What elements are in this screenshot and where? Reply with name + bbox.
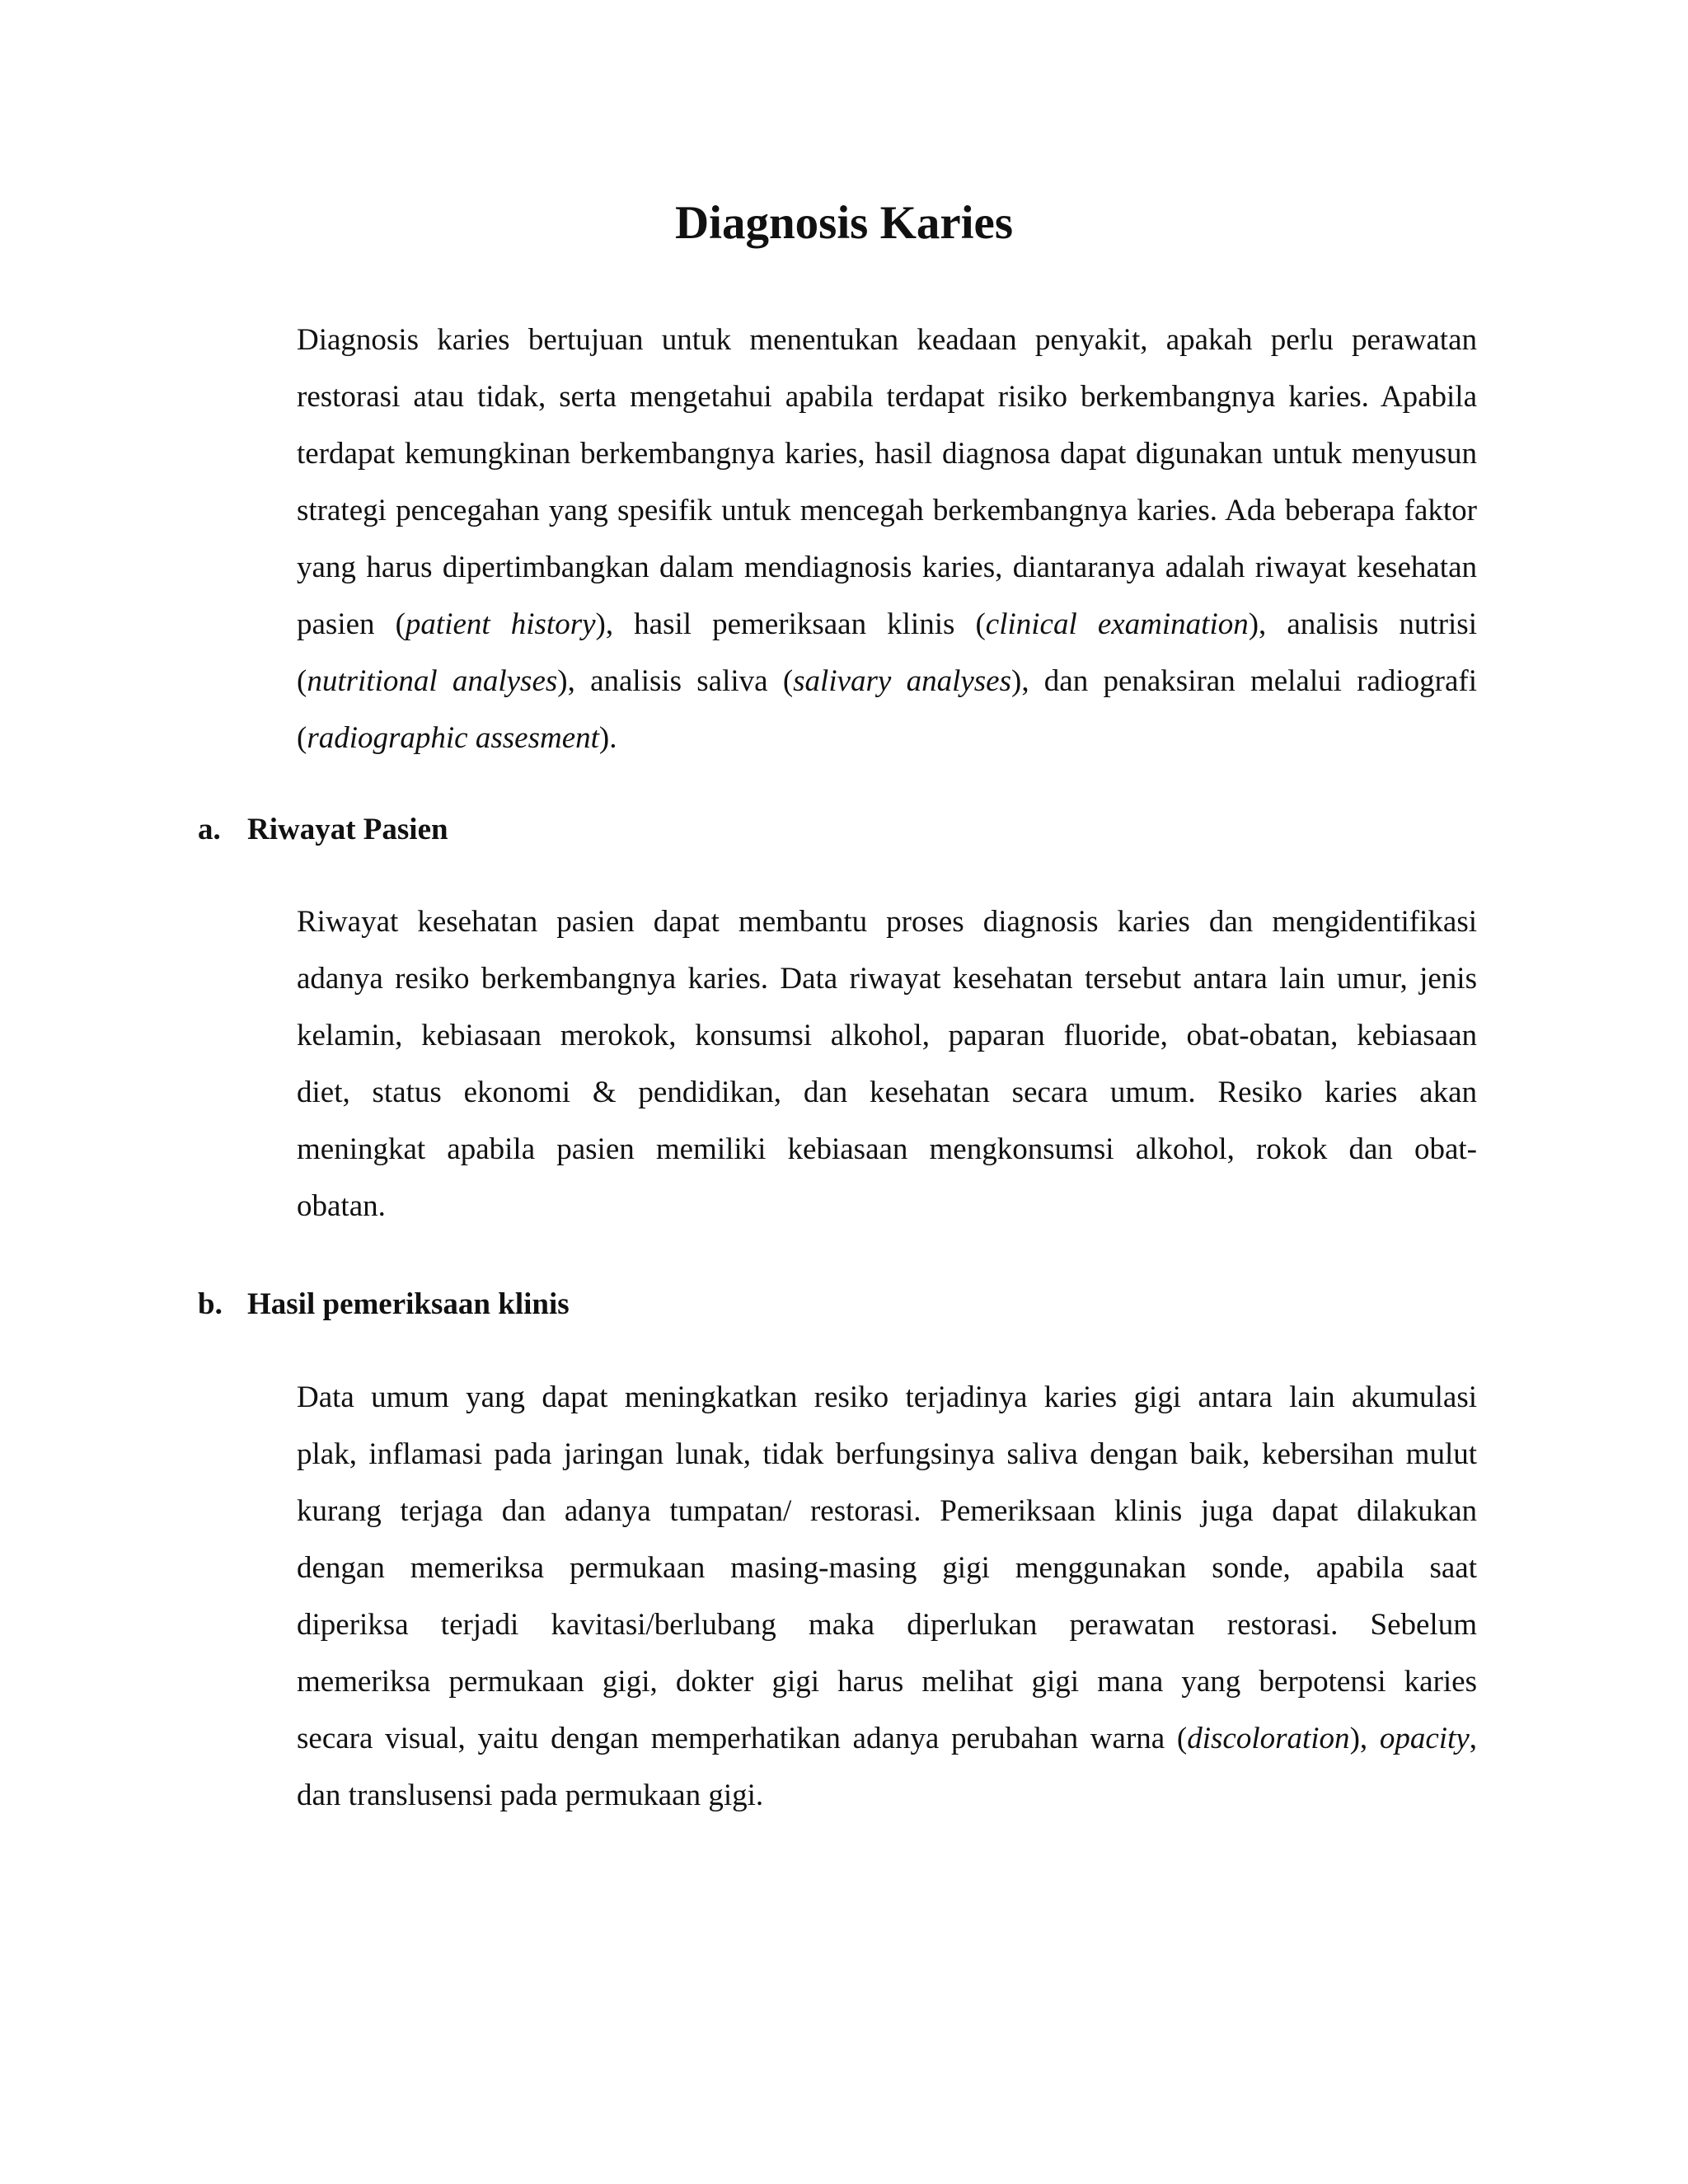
text-run: ( [297, 664, 307, 698]
text-run: Riwayat kesehatan pasien dapat membantu proses diagnosis karies dan mengidentifikasi [297, 905, 1477, 939]
text-run: kurang terjaga dan adanya tumpatan/ restorasi. Pemeriksaan klinis juga dapat dilakukan [297, 1494, 1477, 1528]
text-run: diperiksa terjadi kavitasi/berlubang maka diperlukan perawatan restorasi. Sebelum [297, 1608, 1477, 1642]
text-run: obatan. [297, 1189, 386, 1223]
text-line [247, 1064, 1477, 1121]
section-b-marker: b. [198, 1287, 223, 1321]
italic-term: nutritional analyses [307, 664, 558, 698]
text-run: ), hasil pemeriksaan klinis ( [595, 607, 986, 641]
section-a-paragraph [247, 893, 1477, 1235]
text-line [247, 893, 1477, 950]
text-run: ). [598, 721, 617, 755]
text-line [247, 1483, 1477, 1540]
text-run: ( [297, 721, 307, 755]
text-line [198, 653, 1477, 710]
text-run: yang harus dipertimbangkan dalam mendiagnosis karies, diantaranya adalah riwayat kesehatan [297, 551, 1477, 584]
text-line [198, 425, 1477, 482]
section-a-title: Riwayat Pasien [247, 813, 448, 846]
text-line [198, 710, 1477, 766]
text-line [247, 1369, 1477, 1426]
text-line [247, 1653, 1477, 1710]
text-line [247, 950, 1477, 1007]
text-run: ), analisis nutrisi [1248, 607, 1477, 641]
italic-term: discoloration [1187, 1722, 1350, 1755]
text-run: plak, inflamasi pada jaringan lunak, tidak berfungsinya saliva dengan baik, kebersihan mulut [297, 1437, 1477, 1471]
text-run: ), dan penaksiran melalui radiografi [1011, 664, 1477, 698]
italic-term: patient history [405, 607, 596, 641]
text-run: meningkat apabila pasien memiliki kebiasaan mengkonsumsi alkohol, rokok dan obat- [297, 1132, 1477, 1166]
text-run: ), [1349, 1722, 1380, 1755]
text-run: memeriksa permukaan gigi, dokter gigi harus melihat gigi mana yang berpotensi karies [297, 1665, 1477, 1699]
text-line [247, 1767, 1477, 1824]
page-title: Diagnosis Karies [674, 197, 1014, 249]
section-b-heading [198, 1276, 570, 1333]
intro-paragraph [198, 312, 1477, 766]
italic-term: radiographic assesment [307, 721, 599, 755]
text-line [198, 368, 1477, 425]
text-run: strategi pencegahan yang spesifik untuk mencegah berkembangnya karies. Ada beberapa faktor [297, 494, 1477, 527]
text-run: dengan memeriksa permukaan masing-masing gigi menggunakan sonde, apabila saat [297, 1551, 1477, 1585]
text-run: secara visual, yaitu dengan memperhatikan adanya perubahan warna ( [297, 1722, 1188, 1755]
text-line [247, 1710, 1477, 1767]
text-line [247, 1007, 1477, 1064]
text-run: dan translusensi pada permukaan gigi. [297, 1779, 764, 1812]
text-line [247, 1121, 1477, 1178]
text-line [247, 1540, 1477, 1596]
text-run: pasien ( [297, 607, 406, 641]
italic-term: clinical examination [985, 607, 1249, 641]
text-line [247, 1596, 1477, 1653]
text-run: kelamin, kebiasaan merokok, konsumsi alkohol, paparan fluoride, obat-obatan, kebiasaan [297, 1019, 1477, 1052]
text-run: ), analisis saliva ( [557, 664, 794, 698]
text-run: restorasi atau tidak, serta mengetahui apabila terdapat risiko berkembangnya karies. Apabila [297, 380, 1477, 414]
text-run: diet, status ekonomi & pendidikan, dan kesehatan secara umum. Resiko karies akan [297, 1076, 1477, 1109]
section-b-title: Hasil pemeriksaan klinis [247, 1287, 570, 1321]
text-line [198, 596, 1477, 653]
text-line [247, 1426, 1477, 1483]
section-a-marker: a. [198, 813, 221, 846]
section-a-heading [198, 801, 448, 858]
text-run: adanya resiko berkembangnya karies. Data riwayat kesehatan tersebut antara lain umur, jenis [297, 962, 1477, 996]
italic-term: salivary analyses [793, 664, 1011, 698]
text-run: terdapat kemungkinan berkembangnya karies, hasil diagnosa dapat digunakan untuk menyusun [297, 437, 1477, 471]
text-line [198, 312, 1477, 368]
section-b-paragraph [247, 1369, 1477, 1824]
text-run: , [1469, 1722, 1477, 1755]
text-run: Diagnosis karies bertujuan untuk menentukan keadaan penyakit, apakah perlu perawatan [297, 323, 1477, 357]
text-line [198, 539, 1477, 596]
text-line [198, 482, 1477, 539]
text-line [247, 1178, 1477, 1235]
italic-term: opacity [1379, 1722, 1470, 1755]
text-run: Data umum yang dapat meningkatkan resiko terjadinya karies gigi antara lain akumulasi [297, 1380, 1477, 1414]
